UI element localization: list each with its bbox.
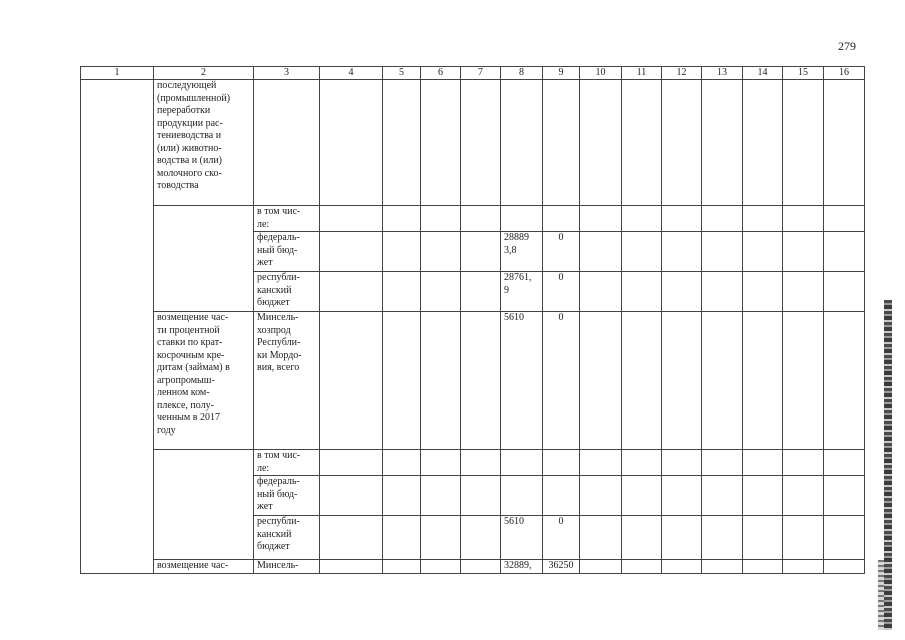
page-number: 279 bbox=[838, 39, 856, 53]
executor-cell: федераль- ный бюд- жет bbox=[254, 232, 320, 272]
value-col9: 0 bbox=[543, 312, 580, 450]
executor-cell: в том чис- ле: bbox=[254, 206, 320, 232]
scan-edge-artifact bbox=[878, 560, 884, 630]
header-cell: 14 bbox=[743, 67, 783, 80]
executor-cell: в том чис- ле: bbox=[254, 450, 320, 476]
header-row bbox=[81, 67, 865, 80]
value-col9 bbox=[543, 80, 580, 206]
value-col9: 0 bbox=[543, 232, 580, 272]
value-col8: 5610 bbox=[501, 312, 543, 450]
col1-cell bbox=[81, 80, 154, 574]
table-row bbox=[81, 80, 865, 206]
scan-edge-artifact bbox=[884, 300, 892, 630]
header-cell: 1 bbox=[81, 67, 154, 80]
table-row bbox=[81, 312, 865, 450]
value-col9: 0 bbox=[543, 272, 580, 312]
budget-table bbox=[80, 66, 865, 574]
executor-cell: республи- канский бюджет bbox=[254, 272, 320, 312]
executor-cell: Минсель- хозпрод Республи- ки Мордо- вия, всего bbox=[254, 312, 320, 450]
header-cell: 3 bbox=[254, 67, 320, 80]
value-col9 bbox=[543, 476, 580, 516]
measure-name-cell: возмещение час- bbox=[154, 560, 254, 574]
measure-name-cell: возмещение час- ти процентной ставки по крат- косрочным кре- дитам (займам) в агропромыш- ленном ком- плексе, полу- ченным в 2017 году bbox=[154, 312, 254, 450]
value-col8: 32889, bbox=[501, 560, 543, 574]
measure-name-cell bbox=[154, 450, 254, 560]
value-col9 bbox=[543, 206, 580, 232]
header-cell: 6 bbox=[421, 67, 461, 80]
header-cell: 5 bbox=[383, 67, 421, 80]
value-col9 bbox=[543, 450, 580, 476]
header-cell: 11 bbox=[622, 67, 662, 80]
measure-name-cell: последующей (промышленной) переработки продукции рас- тениеводства и (или) животно- водства и (или) молочного ско- товодства bbox=[154, 80, 254, 206]
value-col8 bbox=[501, 206, 543, 232]
header-cell: 12 bbox=[662, 67, 702, 80]
header-cell: 10 bbox=[580, 67, 622, 80]
table-row bbox=[81, 560, 865, 574]
executor-cell: Минсель- bbox=[254, 560, 320, 574]
value-col9: 36250 bbox=[543, 560, 580, 574]
value-col8 bbox=[501, 476, 543, 516]
executor-cell bbox=[254, 80, 320, 206]
header-cell: 15 bbox=[783, 67, 824, 80]
header-cell: 8 bbox=[501, 67, 543, 80]
executor-cell: республи- канский бюджет bbox=[254, 516, 320, 560]
header-cell: 9 bbox=[543, 67, 580, 80]
header-cell: 7 bbox=[461, 67, 501, 80]
header-cell: 4 bbox=[320, 67, 383, 80]
value-col8: 28761, 9 bbox=[501, 272, 543, 312]
executor-cell: федераль- ный бюд- жет bbox=[254, 476, 320, 516]
header-cell: 2 bbox=[154, 67, 254, 80]
value-col8: 5610 bbox=[501, 516, 543, 560]
measure-name-cell bbox=[154, 206, 254, 312]
header-cell: 16 bbox=[824, 67, 865, 80]
value-col8 bbox=[501, 80, 543, 206]
table-row bbox=[81, 206, 865, 232]
table-row bbox=[81, 450, 865, 476]
value-col8: 28889 3,8 bbox=[501, 232, 543, 272]
value-col9: 0 bbox=[543, 516, 580, 560]
header-cell: 13 bbox=[702, 67, 743, 80]
value-col8 bbox=[501, 450, 543, 476]
